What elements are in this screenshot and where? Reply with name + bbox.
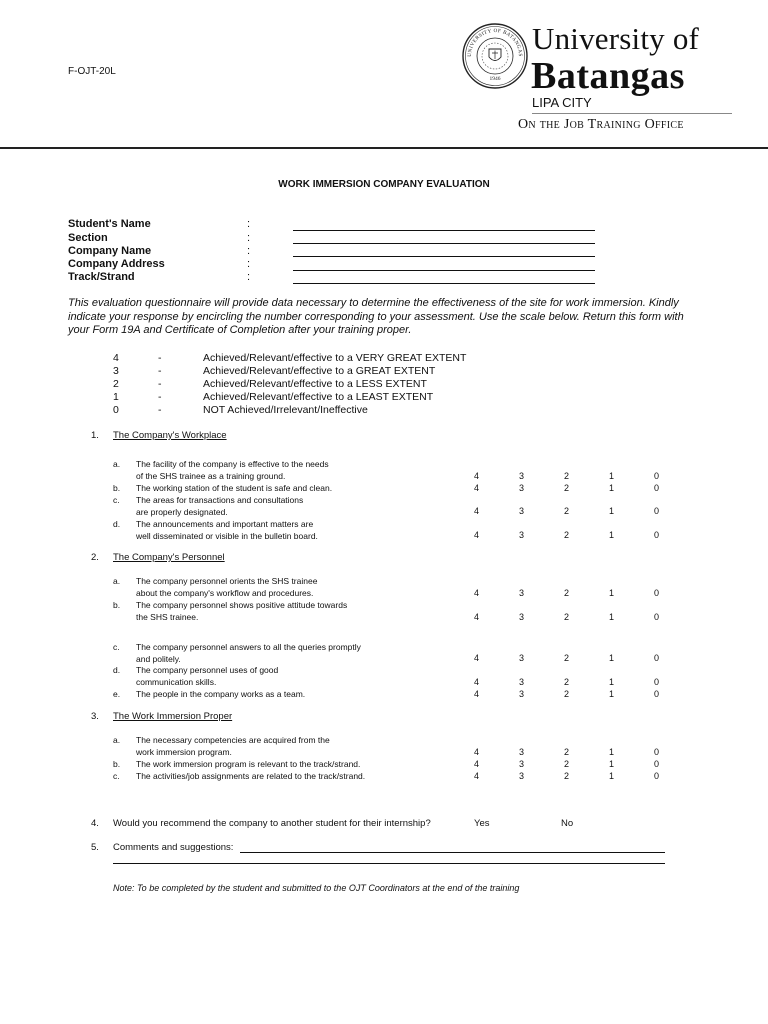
- item-letter: b.: [113, 759, 121, 769]
- scale-description: Achieved/Relevant/effective to a LEAST EXTENT: [203, 391, 434, 403]
- no-option[interactable]: No: [561, 818, 574, 829]
- item-text: The announcements and important matters are well disseminated or visible in the bulletin board.: [136, 519, 318, 541]
- section-number: 1.: [91, 430, 99, 441]
- rating-option-4[interactable]: 4: [474, 612, 480, 622]
- scale-dash: -: [158, 404, 162, 416]
- rating-option-0[interactable]: 0: [654, 677, 660, 687]
- item-text: The working station of the student is safe and clean.: [136, 483, 333, 493]
- seal-text: UNIVERSITY OF BATANGAS: [466, 27, 524, 57]
- rating-option-0[interactable]: 0: [654, 612, 660, 622]
- scale-description: Achieved/Relevant/effective to a LESS EXTENT: [203, 378, 427, 390]
- section-title: The Company's Personnel: [113, 552, 225, 563]
- rating-option-4[interactable]: 4: [474, 759, 480, 769]
- rating-option-4[interactable]: 4: [474, 747, 480, 757]
- scale-description: NOT Achieved/Irrelevant/Ineffective: [203, 404, 368, 416]
- rating-option-0[interactable]: 0: [654, 506, 660, 516]
- item-text: The facility of the company is effective to the needs of the SHS trainee as a training ground.: [136, 459, 329, 481]
- student-name-line[interactable]: [293, 230, 595, 231]
- yes-option[interactable]: Yes: [474, 818, 490, 829]
- form-code: F-OJT-20L: [68, 66, 116, 77]
- rating-option-3[interactable]: 3: [519, 771, 525, 781]
- rating-option-3[interactable]: 3: [519, 653, 525, 663]
- header-divider: [0, 147, 768, 149]
- rating-option-2[interactable]: 2: [564, 759, 570, 769]
- rating-option-4[interactable]: 4: [474, 588, 480, 598]
- rating-option-4[interactable]: 4: [474, 471, 480, 481]
- field-colon: :: [247, 245, 251, 257]
- company-name-label: Company Name: [68, 245, 152, 257]
- section-label: Section: [68, 232, 108, 244]
- item-text: The activities/job assignments are related to the track/strand.: [136, 771, 366, 781]
- rating-option-0[interactable]: 0: [654, 759, 660, 769]
- company-address-line[interactable]: [293, 270, 595, 271]
- question-number: 4.: [91, 818, 99, 829]
- scale-number: 4: [113, 352, 119, 364]
- rating-option-3[interactable]: 3: [519, 677, 525, 687]
- item-text: The company personnel uses of good communication skills.: [136, 665, 279, 687]
- item-text: The company personnel answers to all the queries promptly and politely.: [136, 642, 361, 664]
- scale-description: Achieved/Relevant/effective to a VERY GREAT EXTENT: [203, 352, 467, 364]
- scale-number: 1: [113, 391, 119, 403]
- item-letter: a.: [113, 735, 121, 745]
- rating-option-2[interactable]: 2: [564, 483, 570, 493]
- rating-option-1[interactable]: 1: [609, 653, 615, 663]
- scale-description: Achieved/Relevant/effective to a GREAT EXTENT: [203, 365, 436, 377]
- rating-option-1[interactable]: 1: [609, 677, 615, 687]
- office-divider: [532, 113, 732, 114]
- section-number: 2.: [91, 552, 99, 563]
- rating-option-1[interactable]: 1: [609, 471, 615, 481]
- rating-option-1[interactable]: 1: [609, 689, 615, 699]
- rating-option-0[interactable]: 0: [654, 530, 660, 540]
- scale-dash: -: [158, 378, 162, 390]
- item-letter: d.: [113, 665, 121, 675]
- rating-option-2[interactable]: 2: [564, 471, 570, 481]
- rating-option-4[interactable]: 4: [474, 506, 480, 516]
- rating-option-2[interactable]: 2: [564, 506, 570, 516]
- rating-option-0[interactable]: 0: [654, 689, 660, 699]
- rating-option-3[interactable]: 3: [519, 759, 525, 769]
- rating-option-0[interactable]: 0: [654, 771, 660, 781]
- rating-option-4[interactable]: 4: [474, 483, 480, 493]
- rating-option-2[interactable]: 2: [564, 653, 570, 663]
- section-title: The Company's Workplace: [113, 430, 227, 441]
- student-name-label: Student's Name: [68, 218, 151, 230]
- rating-option-2[interactable]: 2: [564, 771, 570, 781]
- rating-option-2[interactable]: 2: [564, 588, 570, 598]
- track-strand-line[interactable]: [293, 283, 595, 284]
- university-name-line1: University of: [532, 21, 700, 56]
- rating-option-4[interactable]: 4: [474, 530, 480, 540]
- section-line[interactable]: [293, 243, 595, 244]
- item-letter: e.: [113, 689, 121, 699]
- section-number: 3.: [91, 711, 99, 722]
- rating-option-2[interactable]: 2: [564, 689, 570, 699]
- rating-option-1[interactable]: 1: [609, 588, 615, 598]
- rating-option-1[interactable]: 1: [609, 530, 615, 540]
- rating-option-3[interactable]: 3: [519, 506, 525, 516]
- item-letter: c.: [113, 771, 120, 781]
- rating-option-4[interactable]: 4: [474, 677, 480, 687]
- rating-option-0[interactable]: 0: [654, 471, 660, 481]
- field-colon: :: [247, 232, 251, 244]
- item-text: The necessary competencies are acquired from the work immersion program.: [136, 735, 330, 757]
- scale-number: 0: [113, 404, 119, 416]
- rating-option-3[interactable]: 3: [519, 747, 525, 757]
- field-colon: :: [247, 218, 251, 230]
- item-letter: c.: [113, 642, 120, 652]
- scale-number: 2: [113, 378, 119, 390]
- rating-option-3[interactable]: 3: [519, 588, 525, 598]
- rating-option-2[interactable]: 2: [564, 747, 570, 757]
- rating-option-3[interactable]: 3: [519, 689, 525, 699]
- track-strand-label: Track/Strand: [68, 271, 135, 283]
- page-title: WORK IMMERSION COMPANY EVALUATION: [278, 179, 490, 190]
- comments-line[interactable]: [240, 852, 665, 853]
- office-name: On the Job Training Office: [518, 117, 684, 132]
- rating-option-0[interactable]: 0: [654, 588, 660, 598]
- rating-option-2[interactable]: 2: [564, 612, 570, 622]
- rating-option-3[interactable]: 3: [519, 483, 525, 493]
- university-name-line2: Batangas: [531, 55, 685, 97]
- rating-option-0[interactable]: 0: [654, 653, 660, 663]
- item-letter: b.: [113, 483, 121, 493]
- rating-option-4[interactable]: 4: [474, 689, 480, 699]
- seal-year: 1946: [489, 76, 501, 82]
- item-letter: c.: [113, 495, 120, 505]
- item-text: The company personnel shows positive attitude towards the SHS trainee.: [136, 600, 348, 622]
- scale-number: 3: [113, 365, 119, 377]
- item-letter: d.: [113, 519, 121, 529]
- rating-option-4[interactable]: 4: [474, 653, 480, 663]
- rating-option-1[interactable]: 1: [609, 483, 615, 493]
- city-label: LIPA CITY: [532, 95, 592, 110]
- comments-label: Comments and suggestions:: [113, 842, 234, 853]
- question-number: 5.: [91, 842, 99, 853]
- rating-option-3[interactable]: 3: [519, 612, 525, 622]
- item-letter: b.: [113, 600, 121, 610]
- scale-dash: -: [158, 391, 162, 403]
- section-title: The Work Immersion Proper: [113, 711, 233, 722]
- field-colon: :: [247, 271, 251, 283]
- company-address-label: Company Address: [68, 258, 165, 270]
- rating-option-1[interactable]: 1: [609, 771, 615, 781]
- rating-option-4[interactable]: 4: [474, 771, 480, 781]
- item-letter: a.: [113, 459, 121, 469]
- comments-line-2[interactable]: [113, 863, 665, 864]
- rating-option-2[interactable]: 2: [564, 677, 570, 687]
- rating-option-2[interactable]: 2: [564, 530, 570, 540]
- footer-note: Note: To be completed by the student and submitted to the OJT Coordinators at the end of the training: [113, 883, 520, 893]
- instructions-paragraph: This evaluation questionnaire will provide data necessary to determine the effectiveness of the site for work immersion. Kindly indicate your response by encircling the number corresponding to your assessment. Use the scale below. Return this form with your Form 19A and Certificate of Completion after your training proper.: [68, 297, 684, 336]
- recommend-question: Would you recommend the company to another student for their internship?: [113, 818, 431, 829]
- university-seal-icon: [461, 22, 529, 90]
- item-letter: a.: [113, 576, 121, 586]
- field-colon: :: [247, 258, 251, 270]
- item-text: The work immersion program is relevant to the track/strand.: [136, 759, 361, 769]
- company-name-line[interactable]: [293, 256, 595, 257]
- item-text: The areas for transactions and consultations are properly designated.: [136, 495, 304, 517]
- rating-option-3[interactable]: 3: [519, 471, 525, 481]
- rating-option-0[interactable]: 0: [654, 747, 660, 757]
- item-text: The people in the company works as a team.: [136, 689, 306, 699]
- rating-option-1[interactable]: 1: [609, 506, 615, 516]
- rating-option-0[interactable]: 0: [654, 483, 660, 493]
- scale-dash: -: [158, 352, 162, 364]
- rating-option-1[interactable]: 1: [609, 747, 615, 757]
- rating-option-3[interactable]: 3: [519, 530, 525, 540]
- rating-option-1[interactable]: 1: [609, 612, 615, 622]
- item-text: The company personnel orients the SHS trainee about the company's workflow and procedures.: [136, 576, 318, 598]
- rating-option-1[interactable]: 1: [609, 759, 615, 769]
- scale-dash: -: [158, 365, 162, 377]
